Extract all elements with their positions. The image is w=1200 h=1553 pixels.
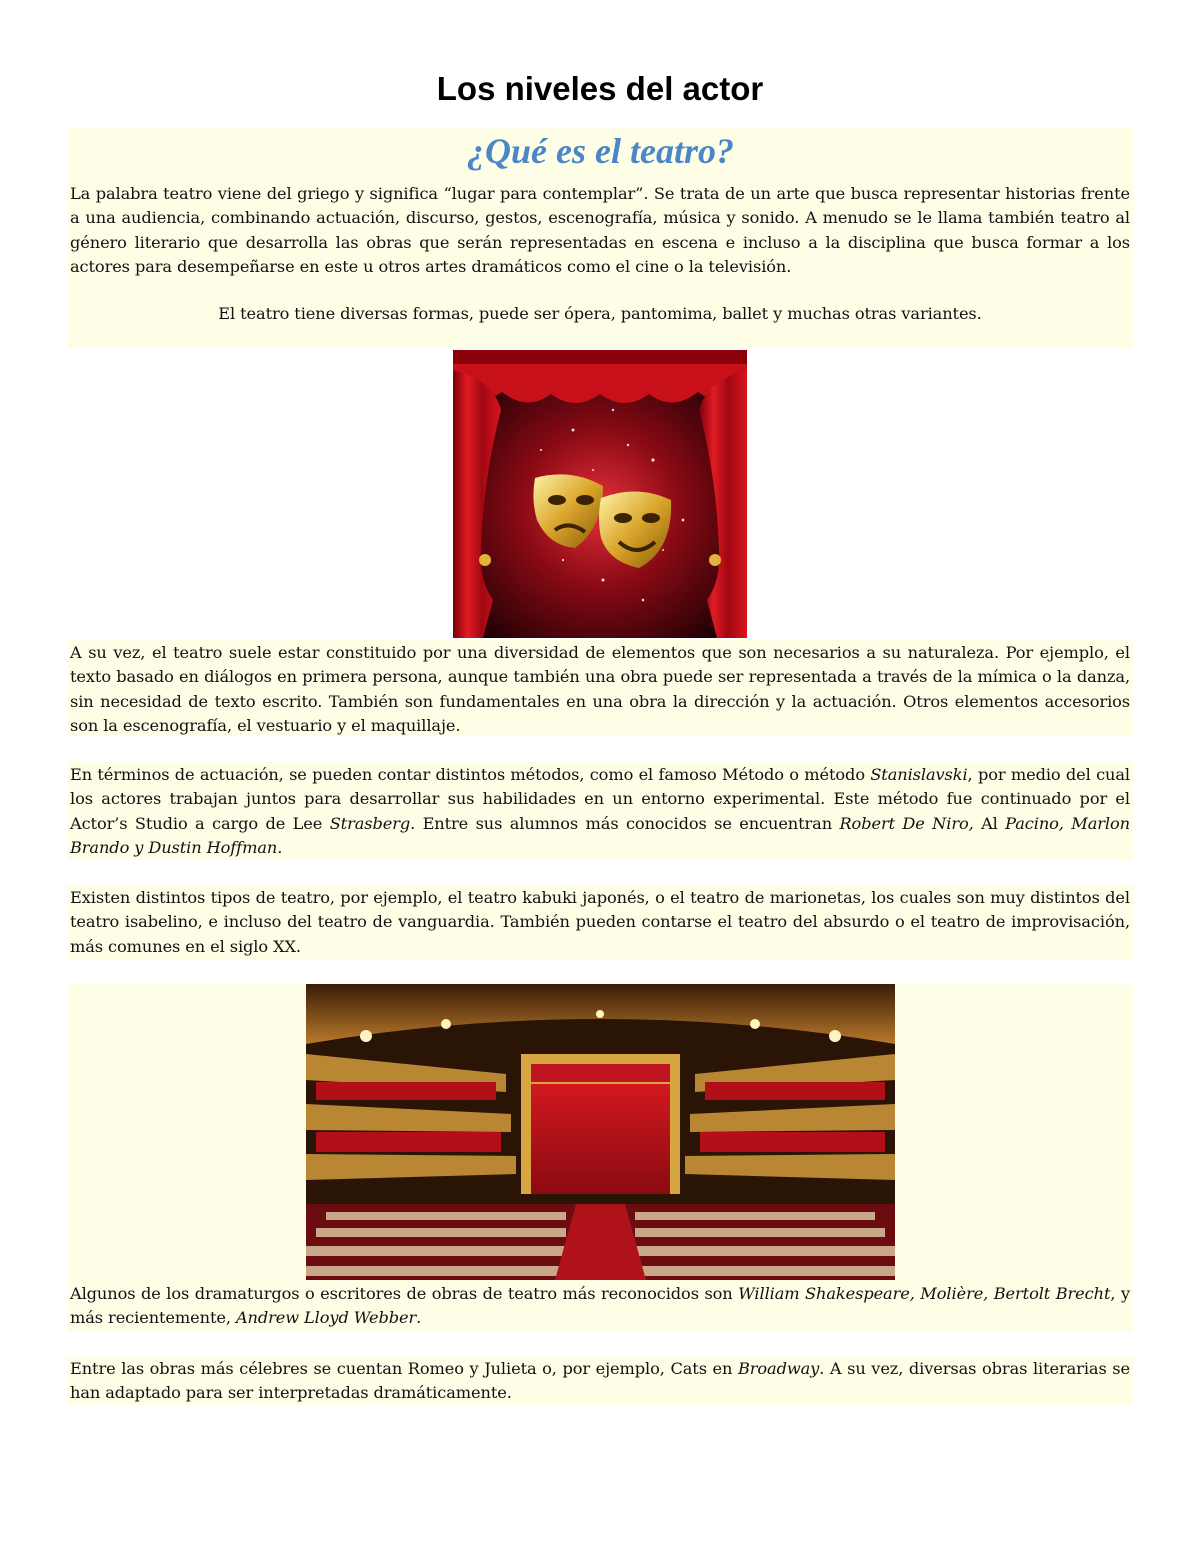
- text-run-italic: Broadway: [737, 1359, 820, 1378]
- paragraph-forms: El teatro tiene diversas formas, puede ser ópera, pantomima, ballet y muchas otras variantes.: [218, 304, 982, 323]
- text-run: . A su vez, diversas obras literarias se han adaptado para ser interpretadas dramáticamente.: [70, 1359, 1130, 1403]
- paragraph-playwrights: [70, 1282, 1130, 1331]
- text-run-italic: Stanislavski: [870, 765, 968, 784]
- paragraph-types: Existen distintos tipos de teatro, por ejemplo, el teatro kabuki japonés, o el teatro de marionetas, los cuales son muy distintos del teatro isabelino, e incluso del teatro de vanguardia. También pueden contarse el teatro del absurdo o el teatro de improvisación, más comunes en el siglo XX.: [70, 888, 1130, 956]
- text-run: Al: [973, 813, 1006, 833]
- page-title: Los niveles del actor: [436, 70, 764, 107]
- text-run-italic: Robert De Niro,: [839, 813, 974, 833]
- text-run-italic: Pacino, Marlon Brando y Dustin Hoffman.: [70, 813, 1130, 857]
- text-run: , y más recientemente,: [70, 1284, 1130, 1328]
- text-run: , por medio del cual los actores trabajan juntos para desarrollar sus habilidades en un entorno experimental. Este método fue continuado por el Actor’s Studio a cargo de Lee: [70, 765, 1130, 833]
- text-run-italic: Andrew Lloyd Webber: [235, 1308, 417, 1328]
- text-run: . Entre sus alumnos más conocidos se encuentran: [410, 813, 840, 833]
- section-subtitle: ¿Qué es el teatro?: [68, 128, 1133, 176]
- theatre-auditorium-image: [306, 984, 895, 1280]
- paragraph-intro: La palabra teatro viene del griego y significa “lugar para contemplar”. Se trata de un arte que busca representar historias frente a una audiencia, combinando actuación, discurso, gestos, escenografía, música y sonido. A menudo se le llama también teatro al género literario que desarrolla las obras que serán representadas en escena e incluso a la disciplina que busca formar a los actores para desempeñarse en este u otros artes dramáticos como el cine o la televisión.: [70, 184, 1130, 276]
- text-run: Algunos de los dramaturgos o escritores de obras de teatro más reconocidos son: [70, 1284, 739, 1303]
- paragraph-methods: [70, 763, 1130, 860]
- theatre-masks-illustration: [453, 350, 747, 638]
- paragraph-works: [70, 1357, 1130, 1406]
- text-run: Entre las obras más célebres se cuentan Romeo y Julieta o, por ejemplo, Cats en: [70, 1359, 738, 1378]
- theatre-masks-image: [453, 350, 747, 638]
- paragraph-elements: A su vez, el teatro suele estar constituido por una diversidad de elementos que son necesarios a su naturaleza. Por ejemplo, el texto basado en diálogos en primera persona, aunque también una obra puede ser representada a través de la mímica o la danza, sin necesidad de texto escrito. También son fundamentales en una obra la dirección y la actuación. Otros elementos accesorios son la escenografía, el vestuario y el maquillaje.: [70, 643, 1130, 735]
- theatre-auditorium-illustration: [306, 984, 895, 1280]
- text-run-italic: Strasberg: [329, 813, 411, 833]
- text-run: En términos de actuación, se pueden contar distintos métodos, como el famoso Método o método: [70, 765, 871, 784]
- text-run: .: [416, 1308, 422, 1328]
- text-run-italic: William Shakespeare, Molière, Bertolt Brecht: [738, 1284, 1111, 1303]
